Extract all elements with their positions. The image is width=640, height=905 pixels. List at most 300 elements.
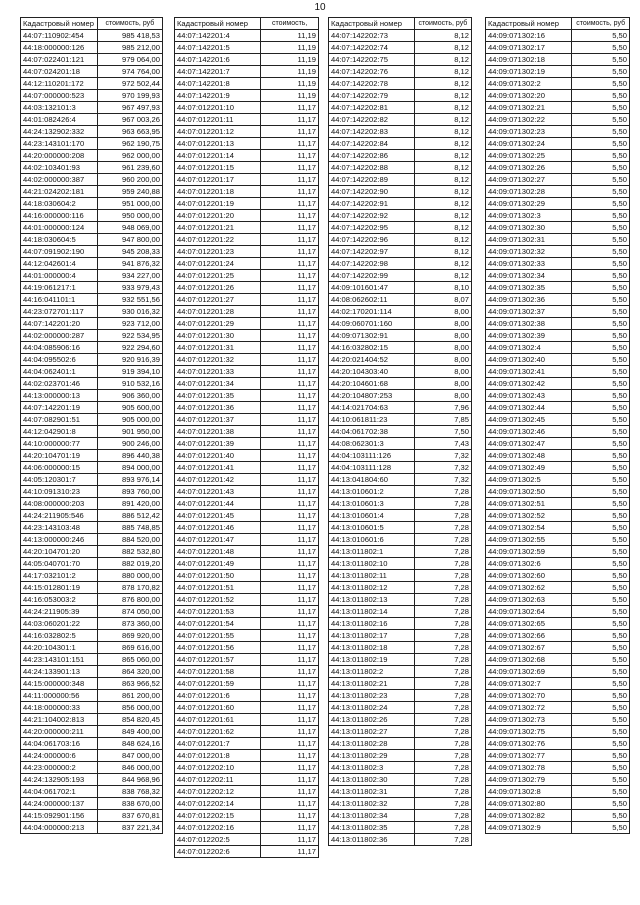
table-row: [175, 738, 319, 750]
cost-cell: 5,50: [572, 90, 630, 102]
cadastral-number-cell: 44:07:142202:78: [329, 78, 415, 90]
cadastral-number-cell: 44:07:012201:22: [175, 234, 261, 246]
cost-cell: 886 512,42: [97, 510, 162, 522]
table-row: [175, 390, 319, 402]
cadastral-number-cell: 44:09:071302:68: [486, 654, 572, 666]
table-row: [329, 726, 472, 738]
cadastral-number-cell: 44:04:095502:6: [21, 354, 98, 366]
table-row: [21, 402, 163, 414]
cost-cell: 876 800,00: [97, 594, 162, 606]
cadastral-number-cell: 44:13:011802:14: [329, 606, 415, 618]
cadastral-number-cell: 44:09:071302:27: [486, 174, 572, 186]
table-row: [21, 606, 163, 618]
cadastral-number-cell: 44:09:071302:48: [486, 450, 572, 462]
cadastral-number-cell: 44:04:062401:1: [21, 366, 98, 378]
cost-cell: 5,50: [572, 402, 630, 414]
table-row: [329, 78, 472, 90]
cadastral-number-cell: 44:07:012201:50: [175, 570, 261, 582]
table-row: [175, 210, 319, 222]
cost-cell: 11,19: [261, 54, 319, 66]
cost-cell: 7,32: [414, 462, 471, 474]
cost-cell: 5,50: [572, 546, 630, 558]
table-row: [175, 426, 319, 438]
cadastral-number-cell: 44:24:000000:6: [21, 750, 98, 762]
cost-cell: 8,12: [414, 30, 471, 42]
cadastral-number-cell: 44:09:071302:32: [486, 246, 572, 258]
cost-cell: 11,17: [261, 126, 319, 138]
cadastral-number-cell: 44:09:071302:54: [486, 522, 572, 534]
cost-cell: 962 000,00: [97, 150, 162, 162]
table-row: [486, 678, 630, 690]
table-row: [21, 42, 163, 54]
cost-cell: 5,50: [572, 690, 630, 702]
cost-cell: 11,17: [261, 210, 319, 222]
cadastral-number-cell: 44:07:012201:42: [175, 474, 261, 486]
cost-cell: 838 768,32: [97, 786, 162, 798]
table-row: [329, 90, 472, 102]
cost-cell: 11,17: [261, 222, 319, 234]
cadastral-number-cell: 44:07:012201:32: [175, 354, 261, 366]
cost-cell: 7,28: [414, 726, 471, 738]
table-row: [329, 210, 472, 222]
cadastral-number-cell: 44:04:061702:38: [329, 426, 415, 438]
cadastral-number-cell: 44:23:143101:170: [21, 138, 98, 150]
table-row: [486, 282, 630, 294]
cadastral-number-cell: 44:20:104701:20: [21, 546, 98, 558]
cadastral-number-cell: 44:09:071302:8: [486, 786, 572, 798]
cost-cell: 8,12: [414, 126, 471, 138]
cadastral-number-cell: 44:07:142202:84: [329, 138, 415, 150]
cost-cell: 7,32: [414, 474, 471, 486]
cadastral-number-cell: 44:07:012201:61: [175, 714, 261, 726]
cost-cell: 5,50: [572, 714, 630, 726]
cost-cell: 8,12: [414, 258, 471, 270]
table-row: [175, 762, 319, 774]
cost-cell: 901 950,00: [97, 426, 162, 438]
cadastral-number-cell: 44:23:143101:151: [21, 654, 98, 666]
table-row: [329, 714, 472, 726]
cost-cell: 979 064,00: [97, 54, 162, 66]
cadastral-number-cell: 44:09:071302:55: [486, 534, 572, 546]
header-cost: стоимость,: [261, 18, 319, 30]
cadastral-number-cell: 44:07:142202:82: [329, 114, 415, 126]
cost-cell: 11,17: [261, 450, 319, 462]
cost-cell: 891 420,00: [97, 498, 162, 510]
cadastral-number-cell: 44:07:142202:76: [329, 66, 415, 78]
table-row: [175, 822, 319, 834]
cost-cell: 7,28: [414, 678, 471, 690]
cadastral-number-cell: 44:09:071302:7: [486, 678, 572, 690]
table-row: [329, 414, 472, 426]
cost-cell: 8,12: [414, 42, 471, 54]
cost-cell: 11,17: [261, 738, 319, 750]
cost-cell: 5,50: [572, 654, 630, 666]
cadastral-number-cell: 44:07:012202:5: [175, 834, 261, 846]
cadastral-number-cell: 44:09:071302:5: [486, 474, 572, 486]
cost-cell: 11,17: [261, 762, 319, 774]
cadastral-number-cell: 44:09:071302:79: [486, 774, 572, 786]
cadastral-number-cell: 44:07:012201:37: [175, 414, 261, 426]
table-row: [486, 378, 630, 390]
table-row: [329, 306, 472, 318]
cadastral-number-cell: 44:09:071302:41: [486, 366, 572, 378]
cost-cell: 8,12: [414, 198, 471, 210]
table-row: [486, 558, 630, 570]
cost-cell: 7,28: [414, 690, 471, 702]
table-row: [21, 510, 163, 522]
table-row: [329, 570, 472, 582]
cost-cell: 920 916,39: [97, 354, 162, 366]
cadastral-number-cell: 44:13:011802:17: [329, 630, 415, 642]
table-row: [486, 606, 630, 618]
table-row: [175, 354, 319, 366]
cost-cell: 5,50: [572, 54, 630, 66]
cadastral-number-cell: 44:07:012201:34: [175, 378, 261, 390]
cadastral-number-cell: 44:07:024201:18: [21, 66, 98, 78]
cadastral-number-cell: 44:07:142202:73: [329, 30, 415, 42]
cost-cell: 11,17: [261, 114, 319, 126]
cost-cell: 5,50: [572, 390, 630, 402]
cadastral-number-cell: 44:13:011802:27: [329, 726, 415, 738]
cost-cell: 847 000,00: [97, 750, 162, 762]
cadastral-number-cell: 44:15:092901:156: [21, 810, 98, 822]
table-row: [329, 198, 472, 210]
table-row: [329, 102, 472, 114]
cadastral-number-cell: 44:20:104303:40: [329, 366, 415, 378]
table-row: [486, 666, 630, 678]
table-header-row: [486, 18, 630, 30]
table-row: [21, 294, 163, 306]
cadastral-number-cell: 44:07:012201:13: [175, 138, 261, 150]
table-row: [486, 522, 630, 534]
cost-cell: 948 069,00: [97, 222, 162, 234]
table-row: [486, 738, 630, 750]
table-row: [486, 90, 630, 102]
table-row: [21, 246, 163, 258]
cost-cell: 5,50: [572, 330, 630, 342]
cadastral-number-cell: 44:15:012801:19: [21, 582, 98, 594]
table-row: [329, 162, 472, 174]
cost-cell: 844 968,96: [97, 774, 162, 786]
table-row: [486, 810, 630, 822]
cadastral-number-cell: 44:07:012201:27: [175, 294, 261, 306]
cadastral-number-cell: 44:13:011802:18: [329, 642, 415, 654]
cadastral-number-cell: 44:13:011802:3: [329, 762, 415, 774]
table-row: [21, 342, 163, 354]
cadastral-number-cell: 44:07:142202:90: [329, 186, 415, 198]
table-row: [486, 546, 630, 558]
cadastral-number-cell: 44:16:000000:116: [21, 210, 98, 222]
table-row: [329, 510, 472, 522]
cost-cell: 950 000,00: [97, 210, 162, 222]
cadastral-number-cell: 44:07:012201:38: [175, 426, 261, 438]
table-row: [21, 678, 163, 690]
table-row: [329, 822, 472, 834]
table-row: [486, 186, 630, 198]
cadastral-number-cell: 44:10:091310:23: [21, 486, 98, 498]
table-row: [175, 606, 319, 618]
table-header-row: [329, 18, 472, 30]
cadastral-number-cell: 44:09:071302:40: [486, 354, 572, 366]
table-row: [21, 54, 163, 66]
table-row: [21, 666, 163, 678]
cadastral-number-cell: 44:09:071302:50: [486, 486, 572, 498]
table-row: [486, 642, 630, 654]
cost-cell: 5,50: [572, 246, 630, 258]
cost-cell: 962 190,75: [97, 138, 162, 150]
cost-cell: 893 976,14: [97, 474, 162, 486]
table-row: [486, 714, 630, 726]
cost-cell: 854 820,45: [97, 714, 162, 726]
cost-cell: 5,50: [572, 450, 630, 462]
cost-cell: 846 000,00: [97, 762, 162, 774]
table-row: [175, 378, 319, 390]
table-row: [21, 702, 163, 714]
cost-cell: 11,17: [261, 426, 319, 438]
table-row: [329, 402, 472, 414]
cadastral-number-cell: 44:09:071302:69: [486, 666, 572, 678]
cost-cell: 11,17: [261, 330, 319, 342]
table-row: [329, 558, 472, 570]
table-row: [486, 198, 630, 210]
cost-cell: 5,50: [572, 342, 630, 354]
cost-cell: 8,12: [414, 150, 471, 162]
cadastral-number-cell: 44:07:142202:74: [329, 42, 415, 54]
cost-cell: 8,00: [414, 366, 471, 378]
cadastral-number-cell: 44:09:071302:49: [486, 462, 572, 474]
cadastral-table-1: [20, 17, 163, 834]
table-row: [175, 174, 319, 186]
cost-cell: 5,50: [572, 78, 630, 90]
cost-cell: 8,12: [414, 78, 471, 90]
table-row: [21, 810, 163, 822]
cadastral-number-cell: 44:13:011802:34: [329, 810, 415, 822]
table-row: [486, 450, 630, 462]
cost-cell: 11,17: [261, 378, 319, 390]
cost-cell: 878 170,82: [97, 582, 162, 594]
table-row: [486, 150, 630, 162]
cadastral-number-cell: 44:02:000000:287: [21, 330, 98, 342]
table-row: [175, 270, 319, 282]
table-row: [21, 378, 163, 390]
table-row: [21, 594, 163, 606]
table-row: [329, 810, 472, 822]
cadastral-number-cell: 44:07:012201:24: [175, 258, 261, 270]
cadastral-number-cell: 44:07:012201:28: [175, 306, 261, 318]
cadastral-number-cell: 44:04:000000:213: [21, 822, 98, 834]
table-row: [175, 318, 319, 330]
cost-cell: 5,50: [572, 534, 630, 546]
cost-cell: 837 221,34: [97, 822, 162, 834]
cost-cell: 5,50: [572, 510, 630, 522]
cost-cell: 11,17: [261, 462, 319, 474]
table-row: [21, 486, 163, 498]
table-row: [21, 354, 163, 366]
table-row: [329, 114, 472, 126]
table-row: [21, 270, 163, 282]
cost-cell: 5,50: [572, 102, 630, 114]
cost-cell: 5,50: [572, 162, 630, 174]
cadastral-number-cell: 44:07:012201:53: [175, 606, 261, 618]
table-row: [175, 162, 319, 174]
table-row: [486, 726, 630, 738]
cost-cell: 11,17: [261, 234, 319, 246]
table-row: [175, 678, 319, 690]
table-row: [329, 258, 472, 270]
table-row: [329, 426, 472, 438]
cadastral-number-cell: 44:07:012201:14: [175, 150, 261, 162]
table-header-row: [175, 18, 319, 30]
cost-cell: 5,50: [572, 414, 630, 426]
cost-cell: 8,12: [414, 138, 471, 150]
table-row: [21, 630, 163, 642]
table-row: [329, 498, 472, 510]
cost-cell: 11,17: [261, 798, 319, 810]
cost-cell: 8,12: [414, 114, 471, 126]
cadastral-number-cell: 44:02:170201:114: [329, 306, 415, 318]
cadastral-number-cell: 44:07:012201:62: [175, 726, 261, 738]
table-row: [175, 414, 319, 426]
cost-cell: 880 000,00: [97, 570, 162, 582]
cadastral-table-2: [174, 17, 319, 858]
table-row: [21, 558, 163, 570]
cadastral-number-cell: 44:07:082901:51: [21, 414, 98, 426]
cost-cell: 856 000,00: [97, 702, 162, 714]
table-row: [486, 222, 630, 234]
cadastral-number-cell: 44:07:012201:41: [175, 462, 261, 474]
cadastral-number-cell: 44:07:012201:36: [175, 402, 261, 414]
cost-cell: 11,17: [261, 570, 319, 582]
cadastral-number-cell: 44:07:022401:121: [21, 54, 98, 66]
table-row: [21, 774, 163, 786]
cadastral-number-cell: 44:07:012201:10: [175, 102, 261, 114]
cadastral-number-cell: 44:12:042901:8: [21, 426, 98, 438]
cost-cell: 7,28: [414, 618, 471, 630]
table-row: [486, 258, 630, 270]
table-row: [329, 246, 472, 258]
cadastral-number-cell: 44:24:211905:546: [21, 510, 98, 522]
cadastral-number-cell: 44:07:142201:9: [175, 90, 261, 102]
cadastral-number-cell: 44:07:142201:6: [175, 54, 261, 66]
cost-cell: 11,17: [261, 414, 319, 426]
table-row: [175, 138, 319, 150]
table-row: [486, 426, 630, 438]
cadastral-number-cell: 44:07:012201:60: [175, 702, 261, 714]
cadastral-number-cell: 44:09:071302:26: [486, 162, 572, 174]
cadastral-number-cell: 44:07:012202:10: [175, 762, 261, 774]
cost-cell: 11,17: [261, 282, 319, 294]
table-row: [329, 798, 472, 810]
cost-cell: 5,50: [572, 174, 630, 186]
table-row: [329, 630, 472, 642]
cost-cell: 7,28: [414, 606, 471, 618]
cost-cell: 5,50: [572, 294, 630, 306]
cadastral-number-cell: 44:05:120301:7: [21, 474, 98, 486]
cost-cell: 874 050,00: [97, 606, 162, 618]
cadastral-number-cell: 44:07:012201:18: [175, 186, 261, 198]
cost-cell: 5,50: [572, 774, 630, 786]
cadastral-number-cell: 44:13:011802:12: [329, 582, 415, 594]
cadastral-number-cell: 44:13:011802:36: [329, 834, 415, 846]
table-row: [486, 306, 630, 318]
cadastral-number-cell: 44:19:061217:1: [21, 282, 98, 294]
cadastral-number-cell: 44:13:011802:2: [329, 666, 415, 678]
table-row: [329, 774, 472, 786]
table-row: [175, 570, 319, 582]
cost-cell: 11,17: [261, 678, 319, 690]
cadastral-number-cell: 44:09:071302:91: [329, 330, 415, 342]
cadastral-number-cell: 44:09:071302:44: [486, 402, 572, 414]
table-row: [175, 810, 319, 822]
cost-cell: 985 418,53: [97, 30, 162, 42]
cadastral-number-cell: 44:09:071302:70: [486, 690, 572, 702]
table-row: [329, 642, 472, 654]
cost-cell: 8,12: [414, 270, 471, 282]
table-row: [486, 654, 630, 666]
table-row: [21, 618, 163, 630]
cadastral-number-cell: 44:07:012201:48: [175, 546, 261, 558]
cadastral-number-cell: 44:10:000000:77: [21, 438, 98, 450]
cost-cell: 5,50: [572, 234, 630, 246]
cost-cell: 5,50: [572, 486, 630, 498]
cost-cell: 7,28: [414, 774, 471, 786]
table-row: [486, 54, 630, 66]
table-row: [175, 222, 319, 234]
cost-cell: 930 016,32: [97, 306, 162, 318]
cost-cell: 7,28: [414, 498, 471, 510]
cadastral-number-cell: 44:07:012201:12: [175, 126, 261, 138]
cadastral-number-cell: 44:07:091902:190: [21, 246, 98, 258]
cadastral-number-cell: 44:24:133901:13: [21, 666, 98, 678]
cadastral-number-cell: 44:07:142202:89: [329, 174, 415, 186]
cost-cell: 11,17: [261, 498, 319, 510]
cost-cell: 8,07: [414, 294, 471, 306]
cadastral-number-cell: 44:18:030604:5: [21, 234, 98, 246]
table-row: [486, 294, 630, 306]
cadastral-number-cell: 44:13:011802:28: [329, 738, 415, 750]
cadastral-number-cell: 44:07:012201:39: [175, 438, 261, 450]
table-row: [329, 30, 472, 42]
cost-cell: 8,12: [414, 186, 471, 198]
cost-cell: 5,50: [572, 462, 630, 474]
cadastral-number-cell: 44:07:012201:56: [175, 642, 261, 654]
cost-cell: 7,28: [414, 750, 471, 762]
cost-cell: 11,17: [261, 558, 319, 570]
cost-cell: 7,28: [414, 822, 471, 834]
cadastral-number-cell: 44:07:012201:55: [175, 630, 261, 642]
cost-cell: 11,17: [261, 186, 319, 198]
table-row: [329, 222, 472, 234]
table-row: [329, 66, 472, 78]
table-row: [486, 114, 630, 126]
cadastral-number-cell: 44:07:142202:83: [329, 126, 415, 138]
cost-cell: 8,12: [414, 162, 471, 174]
table-row: [175, 498, 319, 510]
cadastral-number-cell: 44:09:071302:33: [486, 258, 572, 270]
table-row: [486, 390, 630, 402]
cost-cell: 7,28: [414, 486, 471, 498]
cost-cell: 8,12: [414, 246, 471, 258]
cadastral-number-cell: 44:09:071302:37: [486, 306, 572, 318]
table-row: [486, 270, 630, 282]
table-row: [175, 654, 319, 666]
table-row: [486, 402, 630, 414]
table-row: [175, 534, 319, 546]
cost-cell: 11,17: [261, 150, 319, 162]
cost-cell: 11,17: [261, 810, 319, 822]
cost-cell: 5,50: [572, 630, 630, 642]
table-row: [329, 438, 472, 450]
